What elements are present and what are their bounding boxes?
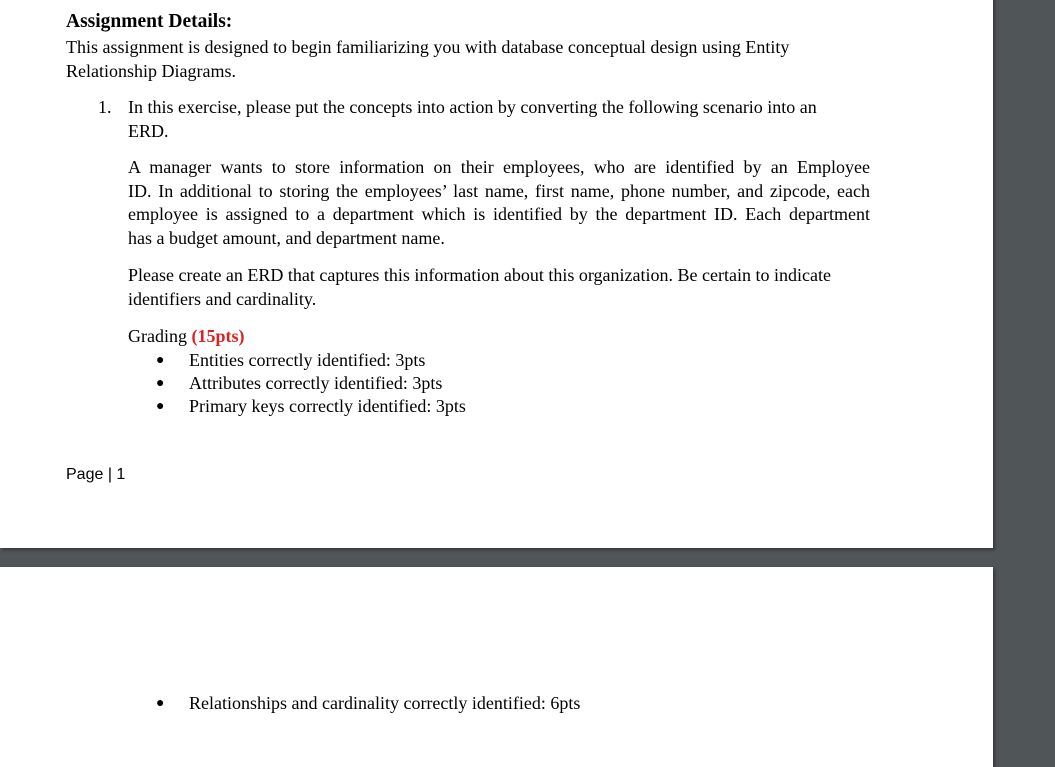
grading-text: Grading — [128, 326, 187, 346]
scenario-line: employee is assigned to a department which is identified by the department ID. Each department — [128, 204, 870, 224]
grading-item — [156, 349, 425, 373]
grading-item-text: Entities correctly identified: 3pts — [189, 350, 426, 370]
scenario-paragraph — [128, 156, 870, 250]
grading-item — [156, 395, 466, 419]
instruction-line: Please create an ERD that captures this information about this organization. Be certain to indicate — [128, 265, 831, 285]
instruction-line: identifiers and cardinality. — [128, 288, 317, 309]
intro-line: This assignment is designed to begin familiarizing you with database conceptual design using Entity — [66, 37, 790, 57]
grading-item — [156, 372, 442, 396]
grading-points: (15pts) — [191, 326, 245, 346]
question-text — [128, 96, 817, 143]
instruction-paragraph — [128, 264, 831, 311]
grading-label — [128, 325, 244, 349]
intro-paragraph — [66, 36, 789, 83]
grading-item — [156, 692, 580, 716]
bullet-icon: ● — [156, 399, 165, 414]
intro-line: Relationship Diagrams. — [66, 60, 236, 81]
scenario-line: ID. In additional to storing the employees’ last name, first name, phone number, and zipcode, each — [128, 180, 870, 201]
question-line: In this exercise, please put the concepts into action by converting the following scenario into an — [128, 97, 817, 117]
assignment-heading: Assignment Details: — [66, 11, 233, 32]
page-footer: Page | 1 — [66, 466, 126, 483]
grading-item-text: Attributes correctly identified: 3pts — [189, 373, 443, 393]
question-number: 1. — [98, 97, 112, 117]
question-line: ERD. — [128, 120, 169, 141]
grading-item-text: Primary keys correctly identified: 3pts — [189, 396, 466, 416]
bullet-icon: ● — [156, 376, 165, 391]
scenario-line: A manager wants to store information on their employees, who are identified by an Employee — [128, 157, 870, 177]
scenario-line: has a budget amount, and department name. — [128, 227, 445, 248]
bullet-icon: ● — [156, 353, 165, 368]
grading-item-text: Relationships and cardinality correctly identified: 6pts — [189, 693, 581, 713]
bullet-icon: ● — [156, 696, 165, 711]
document-page-2 — [0, 567, 993, 767]
